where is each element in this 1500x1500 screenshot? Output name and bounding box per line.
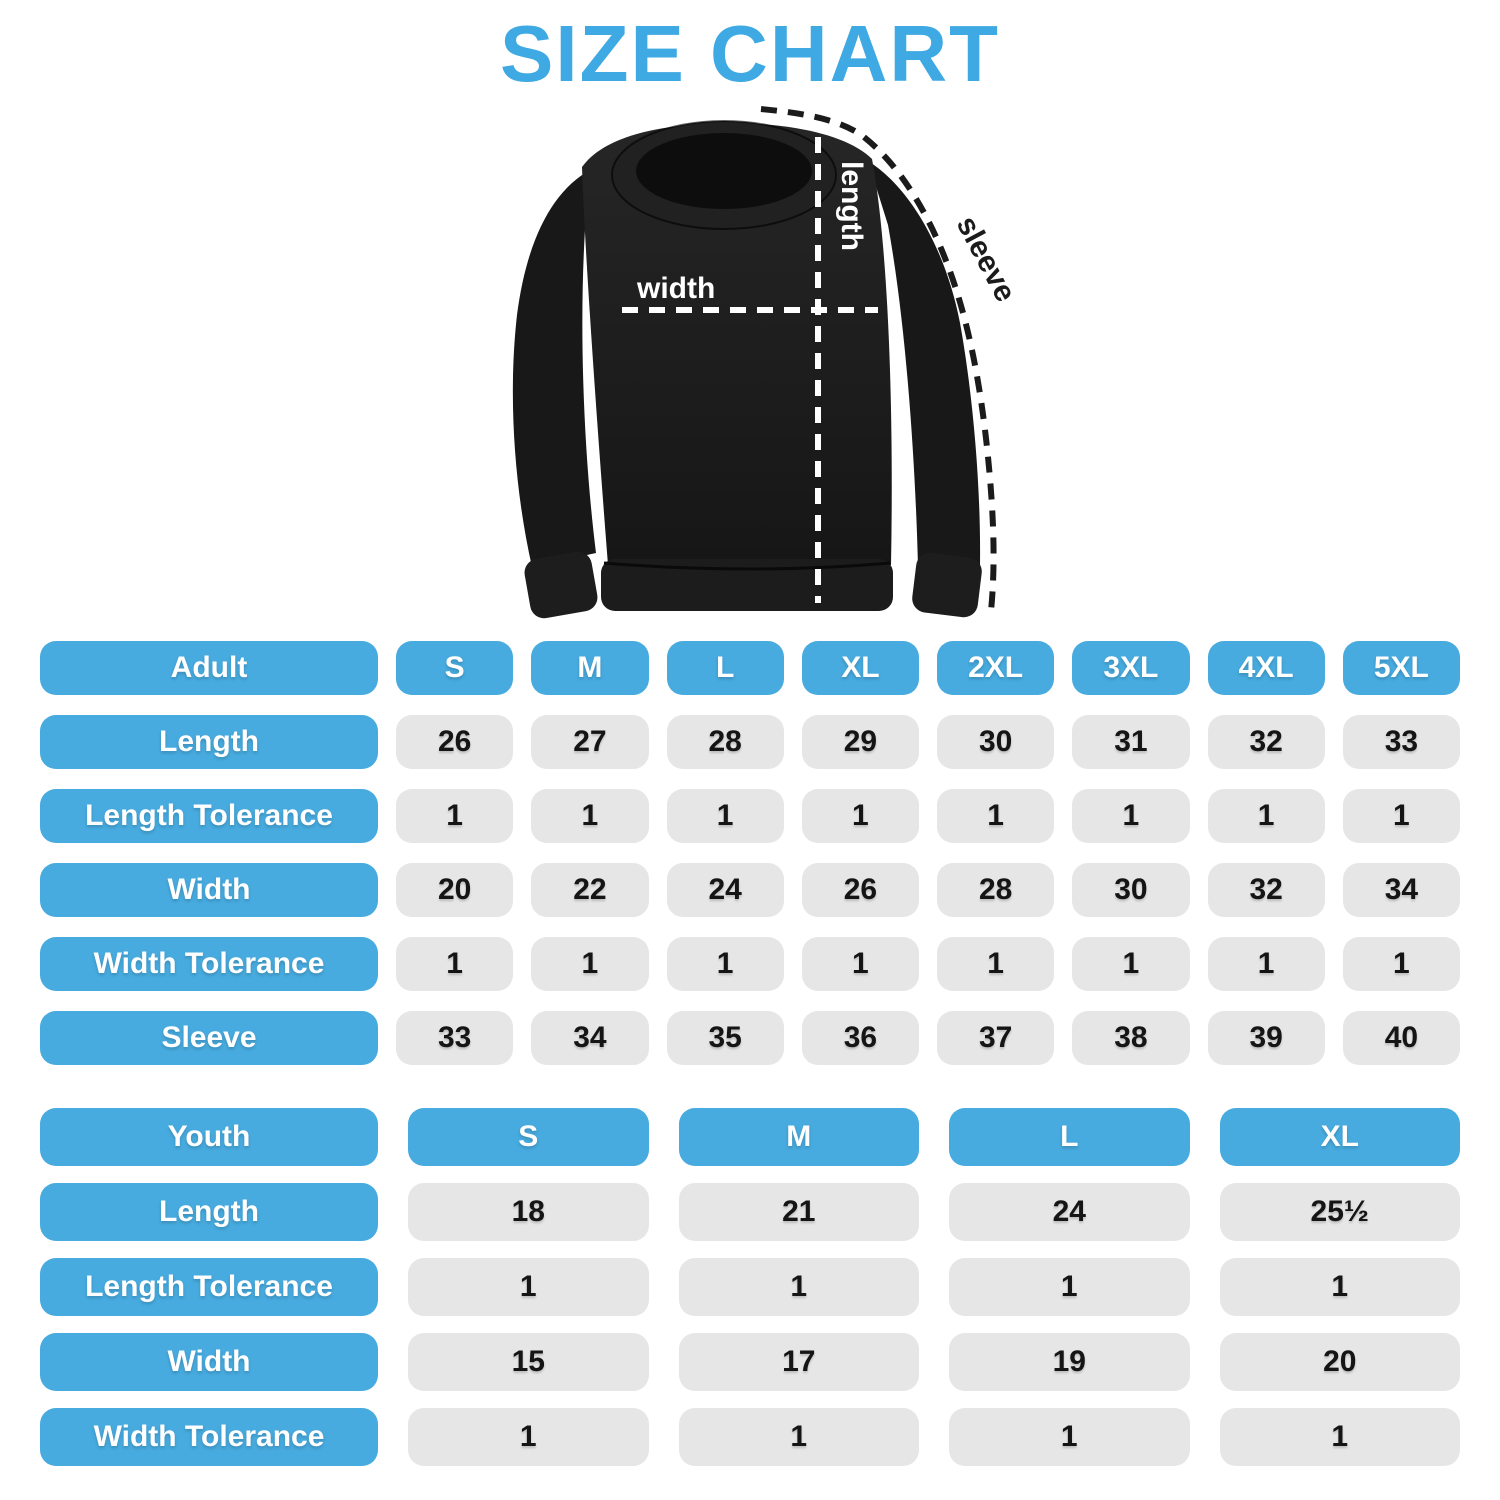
youth-length-xl: 25½ [1220, 1183, 1461, 1241]
sweatshirt-diagram [0, 95, 1500, 635]
youth-table-title: Youth [40, 1108, 378, 1166]
youth-row-label-length: Length [40, 1183, 378, 1241]
youth-width-xl: 20 [1220, 1333, 1461, 1391]
adult-row-label-width: Width [40, 863, 378, 917]
right-cuff [911, 551, 984, 619]
adult-width-5xl: 34 [1343, 863, 1460, 917]
adult-length-tolerance-s: 1 [396, 789, 513, 843]
adult-size-table [40, 641, 1460, 1065]
adult-length-tolerance-m: 1 [531, 789, 648, 843]
adult-length-tolerance-2xl: 1 [937, 789, 1054, 843]
youth-size-header-l: L [949, 1108, 1190, 1166]
adult-size-header-3xl: 3XL [1072, 641, 1189, 695]
adult-length-tolerance-xl: 1 [802, 789, 919, 843]
adult-sleeve-l: 35 [667, 1011, 784, 1065]
adult-width-4xl: 32 [1208, 863, 1325, 917]
youth-width-tolerance-xl: 1 [1220, 1408, 1461, 1466]
adult-sleeve-m: 34 [531, 1011, 648, 1065]
adult-size-header-xl: XL [802, 641, 919, 695]
adult-sleeve-2xl: 37 [937, 1011, 1054, 1065]
adult-length-l: 28 [667, 715, 784, 769]
width-label: width [637, 272, 716, 305]
adult-width-xl: 26 [802, 863, 919, 917]
adult-table-title: Adult [40, 641, 378, 695]
adult-row-label-sleeve: Sleeve [40, 1011, 378, 1065]
adult-length-4xl: 32 [1208, 715, 1325, 769]
youth-row-label-length-tolerance: Length Tolerance [40, 1258, 378, 1316]
adult-size-header-2xl: 2XL [937, 641, 1054, 695]
adult-length-tolerance-5xl: 1 [1343, 789, 1460, 843]
youth-width-s: 15 [408, 1333, 649, 1391]
youth-length-tolerance-s: 1 [408, 1258, 649, 1316]
youth-size-header-m: M [679, 1108, 920, 1166]
adult-length-3xl: 31 [1072, 715, 1189, 769]
adult-width-tolerance-m: 1 [531, 937, 648, 991]
adult-length-2xl: 30 [937, 715, 1054, 769]
adult-length-tolerance-3xl: 1 [1072, 789, 1189, 843]
adult-row-label-length-tolerance: Length Tolerance [40, 789, 378, 843]
youth-size-header-s: S [408, 1108, 649, 1166]
adult-size-header-m: M [531, 641, 648, 695]
adult-length-xl: 29 [802, 715, 919, 769]
adult-width-tolerance-3xl: 1 [1072, 937, 1189, 991]
youth-length-s: 18 [408, 1183, 649, 1241]
left-cuff [522, 550, 599, 621]
adult-width-tolerance-4xl: 1 [1208, 937, 1325, 991]
youth-length-tolerance-m: 1 [679, 1258, 920, 1316]
adult-sleeve-s: 33 [396, 1011, 513, 1065]
youth-width-tolerance-m: 1 [679, 1408, 920, 1466]
adult-sleeve-xl: 36 [802, 1011, 919, 1065]
adult-width-2xl: 28 [937, 863, 1054, 917]
adult-width-3xl: 30 [1072, 863, 1189, 917]
youth-width-tolerance-l: 1 [949, 1408, 1190, 1466]
youth-length-l: 24 [949, 1183, 1190, 1241]
youth-width-m: 17 [679, 1333, 920, 1391]
adult-length-s: 26 [396, 715, 513, 769]
page-title: SIZE CHART [500, 9, 1000, 98]
youth-width-l: 19 [949, 1333, 1190, 1391]
youth-width-tolerance-s: 1 [408, 1408, 649, 1466]
adult-width-tolerance-xl: 1 [802, 937, 919, 991]
adult-width-l: 24 [667, 863, 784, 917]
adult-size-header-4xl: 4XL [1208, 641, 1325, 695]
length-label: length [835, 161, 868, 251]
adult-width-tolerance-l: 1 [667, 937, 784, 991]
youth-size-header-xl: XL [1220, 1108, 1461, 1166]
adult-length-5xl: 33 [1343, 715, 1460, 769]
adult-width-s: 20 [396, 863, 513, 917]
adult-width-tolerance-5xl: 1 [1343, 937, 1460, 991]
sweatshirt-figure [0, 95, 1500, 635]
left-sleeve [513, 169, 596, 567]
adult-size-header-s: S [396, 641, 513, 695]
adult-row-label-width-tolerance: Width Tolerance [40, 937, 378, 991]
adult-length-tolerance-l: 1 [667, 789, 784, 843]
adult-length-m: 27 [531, 715, 648, 769]
adult-width-tolerance-2xl: 1 [937, 937, 1054, 991]
youth-row-label-width-tolerance: Width Tolerance [40, 1408, 378, 1466]
adult-sleeve-4xl: 39 [1208, 1011, 1325, 1065]
adult-width-tolerance-s: 1 [396, 937, 513, 991]
adult-sleeve-3xl: 38 [1072, 1011, 1189, 1065]
sleeve-label: sleeve [949, 210, 1023, 308]
collar-inner [636, 133, 812, 209]
youth-length-m: 21 [679, 1183, 920, 1241]
adult-width-m: 22 [531, 863, 648, 917]
adult-length-tolerance-4xl: 1 [1208, 789, 1325, 843]
youth-length-tolerance-l: 1 [949, 1258, 1190, 1316]
adult-size-header-l: L [667, 641, 784, 695]
youth-row-label-width: Width [40, 1333, 378, 1391]
adult-size-header-5xl: 5XL [1343, 641, 1460, 695]
adult-sleeve-5xl: 40 [1343, 1011, 1460, 1065]
youth-size-table [40, 1108, 1460, 1466]
youth-length-tolerance-xl: 1 [1220, 1258, 1461, 1316]
adult-row-label-length: Length [40, 715, 378, 769]
